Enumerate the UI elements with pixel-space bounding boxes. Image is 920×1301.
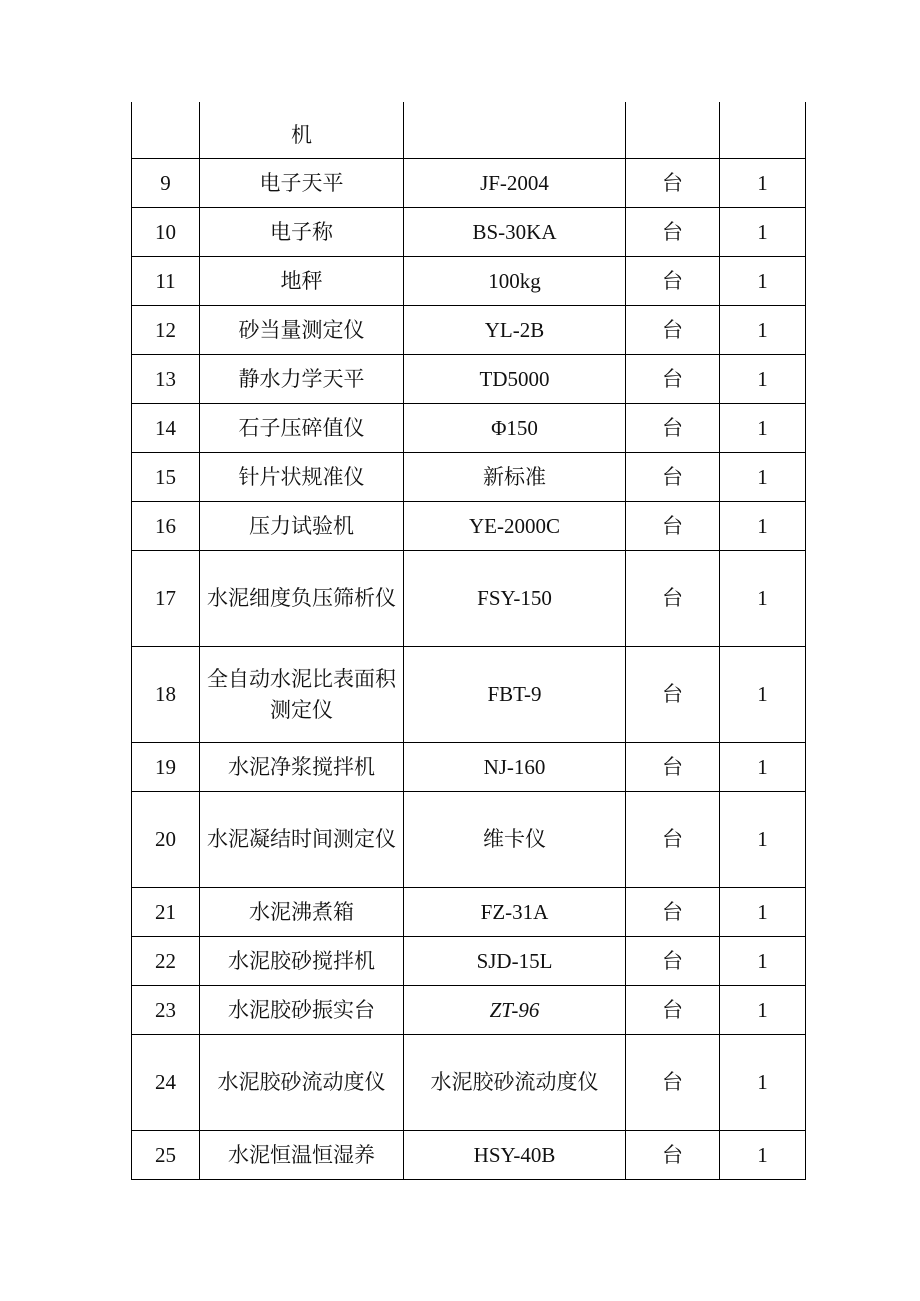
cell-num: 21: [132, 888, 200, 937]
cell-qty: 1: [720, 208, 806, 257]
cell-model: YE-2000C: [404, 502, 626, 551]
cell-name: 静水力学天平: [200, 355, 404, 404]
cell-qty: 1: [720, 404, 806, 453]
cell-num: 16: [132, 502, 200, 551]
cell-qty: 1: [720, 792, 806, 888]
cell-num: 17: [132, 551, 200, 647]
cell-name: 压力试验机: [200, 502, 404, 551]
cell-qty: 1: [720, 453, 806, 502]
cell-name: 全自动水泥比表面积测定仪: [200, 647, 404, 743]
table-row: [132, 1131, 806, 1180]
cell-model: FZ-31A: [404, 888, 626, 937]
table-row: [132, 306, 806, 355]
cell-name: 水泥细度负压筛析仪: [200, 551, 404, 647]
cell-name: 电子称: [200, 208, 404, 257]
table-row: [132, 208, 806, 257]
equipment-table: [131, 102, 806, 1180]
cell-num: 19: [132, 743, 200, 792]
cell-unit: 台: [626, 888, 720, 937]
cell-unit: 台: [626, 257, 720, 306]
cell-qty: 1: [720, 647, 806, 743]
cell-unit: 台: [626, 986, 720, 1035]
table-row: [132, 743, 806, 792]
table-row-continued: [132, 102, 806, 159]
cell-qty: 1: [720, 1131, 806, 1180]
cell-unit: 台: [626, 647, 720, 743]
cell-qty: 1: [720, 743, 806, 792]
cell-qty: 1: [720, 159, 806, 208]
cell-name: 水泥胶砂振实台: [200, 986, 404, 1035]
cell-unit: 台: [626, 551, 720, 647]
cell-unit: 台: [626, 1131, 720, 1180]
cell-unit: 台: [626, 502, 720, 551]
cell-unit: 台: [626, 208, 720, 257]
cell-qty: 1: [720, 551, 806, 647]
cell-model: 100kg: [404, 257, 626, 306]
cell-unit: 台: [626, 404, 720, 453]
cell-num: 10: [132, 208, 200, 257]
cell-name: 水泥凝结时间测定仪: [200, 792, 404, 888]
cell-model: Φ150: [404, 404, 626, 453]
cell-qty: 1: [720, 355, 806, 404]
table-row: [132, 257, 806, 306]
table-row: [132, 1035, 806, 1131]
cell-qty: 1: [720, 888, 806, 937]
cell-model: SJD-15L: [404, 937, 626, 986]
cell-model: FBT-9: [404, 647, 626, 743]
cell-num: 13: [132, 355, 200, 404]
cell-num: 22: [132, 937, 200, 986]
cell-qty: 1: [720, 1035, 806, 1131]
table-row: [132, 502, 806, 551]
cell-name: 水泥胶砂流动度仪: [200, 1035, 404, 1131]
cell-model: 水泥胶砂流动度仪: [404, 1035, 626, 1131]
cell-model: ZT-96: [404, 986, 626, 1035]
cell-num: 23: [132, 986, 200, 1035]
cell-num: 24: [132, 1035, 200, 1131]
table-row: [132, 792, 806, 888]
cell-name: 水泥沸煮箱: [200, 888, 404, 937]
cell-qty: 1: [720, 257, 806, 306]
cell-num: 14: [132, 404, 200, 453]
cell-model: TD5000: [404, 355, 626, 404]
table-row: [132, 404, 806, 453]
cell-unit: 台: [626, 453, 720, 502]
cell-qty: [720, 102, 806, 159]
cell-name: 水泥恒温恒湿养: [200, 1131, 404, 1180]
table-row: [132, 355, 806, 404]
table-row: [132, 647, 806, 743]
cell-name: 砂当量测定仪: [200, 306, 404, 355]
cell-model: FSY-150: [404, 551, 626, 647]
table-row: [132, 551, 806, 647]
cell-unit: 台: [626, 1035, 720, 1131]
cell-num: 18: [132, 647, 200, 743]
cell-num: 9: [132, 159, 200, 208]
cell-model: HSY-40B: [404, 1131, 626, 1180]
table-row: [132, 159, 806, 208]
cell-unit: 台: [626, 355, 720, 404]
cell-name: 水泥胶砂搅拌机: [200, 937, 404, 986]
cell-model: JF-2004: [404, 159, 626, 208]
table-row: [132, 986, 806, 1035]
cell-model: NJ-160: [404, 743, 626, 792]
cell-model: YL-2B: [404, 306, 626, 355]
cell-name: 石子压碎值仪: [200, 404, 404, 453]
cell-num: 11: [132, 257, 200, 306]
cell-model: 维卡仪: [404, 792, 626, 888]
cell-qty: 1: [720, 502, 806, 551]
cell-num: 12: [132, 306, 200, 355]
cell-name: 针片状规准仪: [200, 453, 404, 502]
cell-unit: 台: [626, 792, 720, 888]
cell-num: 15: [132, 453, 200, 502]
cell-num: 25: [132, 1131, 200, 1180]
cell-name: 电子天平: [200, 159, 404, 208]
cell-unit: [626, 102, 720, 159]
cell-unit: 台: [626, 159, 720, 208]
cell-name: 地秤: [200, 257, 404, 306]
cell-unit: 台: [626, 306, 720, 355]
cell-qty: 1: [720, 306, 806, 355]
cell-num: [132, 102, 200, 159]
cell-model: 新标准: [404, 453, 626, 502]
cell-name: 机: [200, 102, 404, 159]
cell-qty: 1: [720, 986, 806, 1035]
cell-qty: 1: [720, 937, 806, 986]
cell-num: 20: [132, 792, 200, 888]
table-row: [132, 888, 806, 937]
table-row: [132, 453, 806, 502]
cell-name: 水泥净浆搅拌机: [200, 743, 404, 792]
table-row: [132, 937, 806, 986]
cell-unit: 台: [626, 937, 720, 986]
cell-model: [404, 102, 626, 159]
cell-unit: 台: [626, 743, 720, 792]
cell-model: BS-30KA: [404, 208, 626, 257]
